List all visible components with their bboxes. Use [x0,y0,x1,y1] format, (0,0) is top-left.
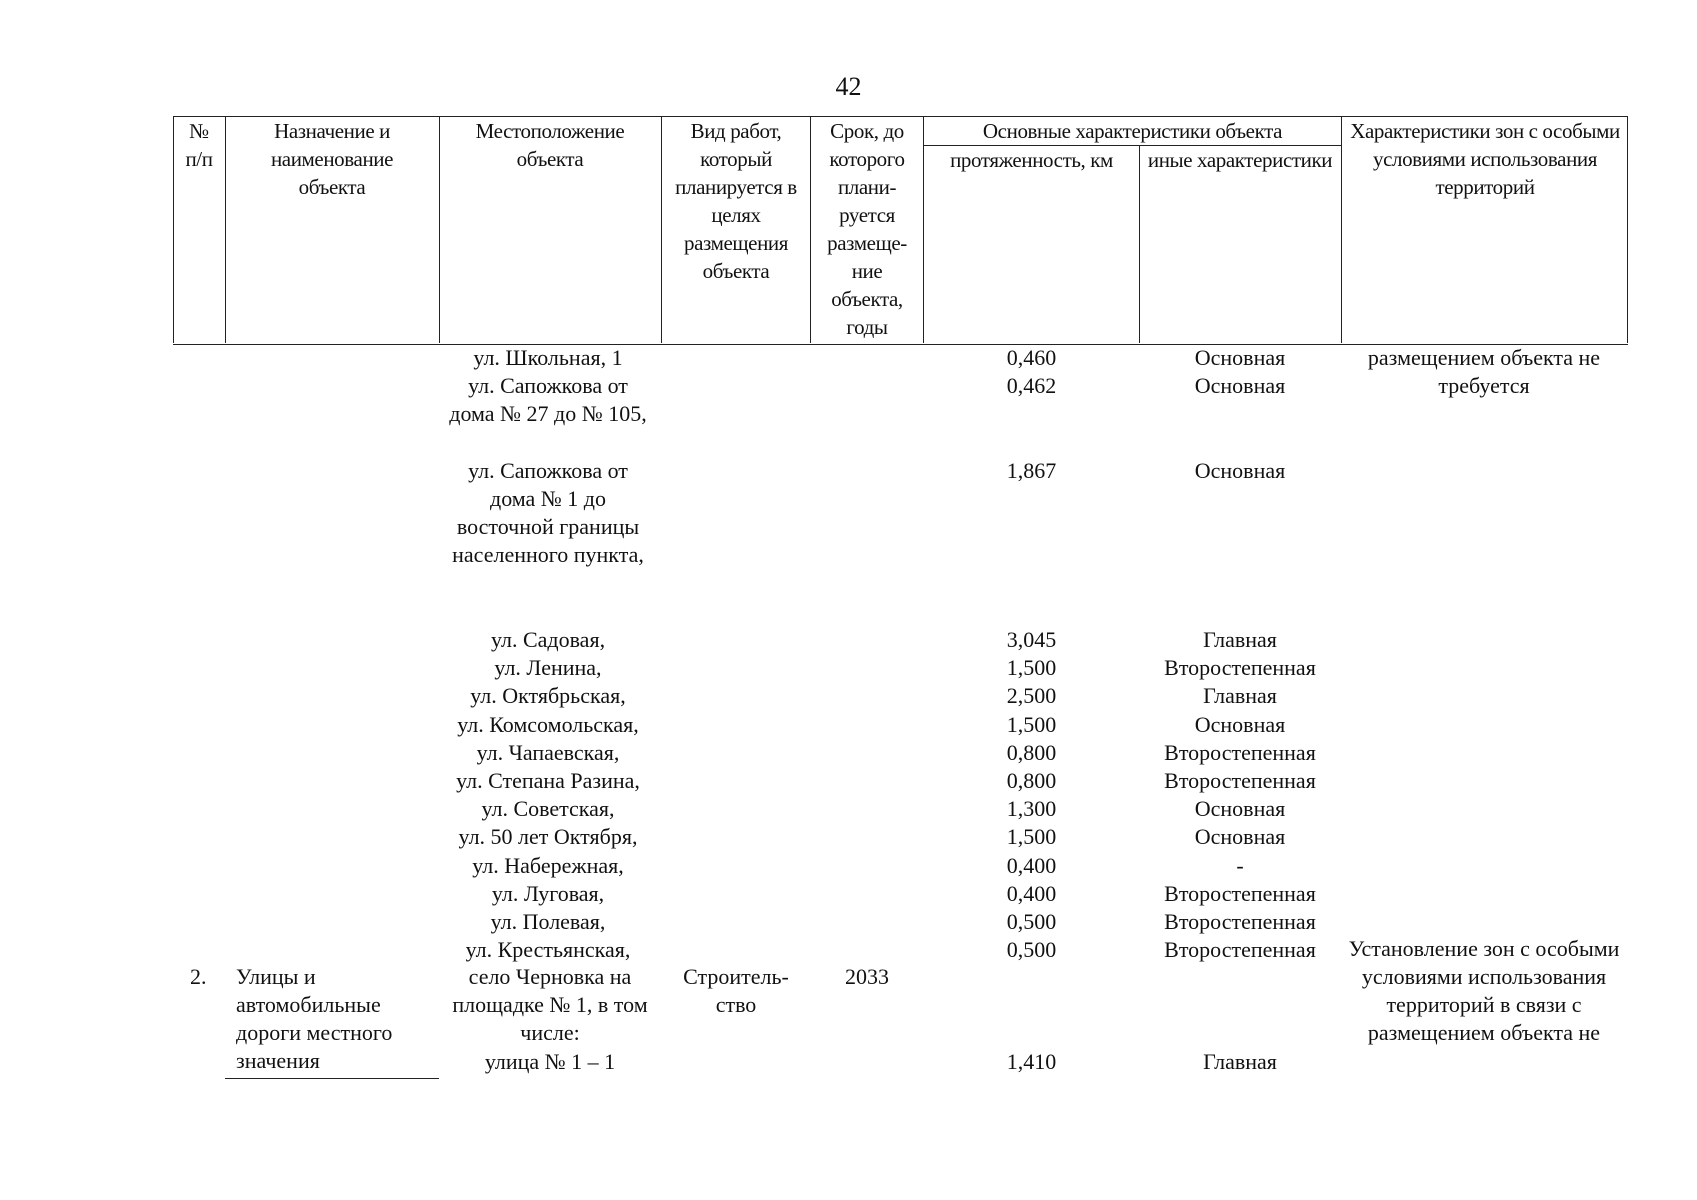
item2-sub-other: Главная [1203,1049,1277,1074]
row-length: 0,500 [1006,909,1057,934]
header-location: Местоположение объекта [475,119,625,171]
header-name: Назначение и наименование объекта [270,119,394,199]
row-length: 0,462 [1006,373,1057,399]
row-location: ул. Луговая, [491,880,605,906]
row-location: ул. Советская, [481,796,615,822]
row-length: 0,400 [1006,880,1057,906]
row-location: ул. Чапаевская, [476,739,620,765]
column-divider [1627,116,1628,343]
row-other: Основная [1194,373,1286,399]
row-other: Основная [1194,824,1286,850]
row-other: Второстепенная [1164,768,1316,793]
item2-number: 2. [190,964,207,989]
row-location: ул. Школьная, 1 [473,345,623,370]
row-location: ул. Октябрьская, [470,683,626,709]
row-other: Основная [1194,711,1286,737]
row-location: ул. Сапожкова от дома № 27 до № 105, [449,373,647,427]
row-location: ул. Садовая, [490,627,606,652]
header-term: Срок, до которого плани-руется размеще-ние объекта, годы [827,119,907,339]
column-divider [173,116,174,343]
item2-zones: Установление зон с особыми условиями использования территорий в связи с размещением объекта не [1348,936,1620,1045]
header-work: Вид работ, который планируется в целях размещения объекта [675,119,797,283]
row-length: 0,800 [1006,768,1057,793]
row-other: Главная [1203,683,1277,709]
row-other: Основная [1194,457,1286,483]
column-divider [810,116,811,343]
row-length: 0,460 [1006,345,1057,370]
row-other: Второстепенная [1164,739,1316,765]
row-other: Главная [1203,627,1277,652]
column-divider [661,116,662,343]
row-length: 0,400 [1006,852,1057,878]
item2-sub-length: 1,410 [1006,1049,1057,1074]
item2-work: Строитель-ство [683,964,789,1017]
row-other: Второстепенная [1164,909,1316,934]
row-length: 1,300 [1006,796,1057,822]
item2-sub-location: улица № 1 – 1 [484,1049,616,1074]
row-length: 1,500 [1006,824,1057,850]
row-location: ул. Набережная, [472,852,624,878]
row-other: - [1236,852,1244,878]
row-location: ул. Полевая, [490,909,606,934]
row-location: ул. Сапожкова от дома № 1 до восточной границы населенного пункта, [452,457,644,567]
item2-name-underline [225,1078,439,1079]
row-other: Второстепенная [1164,655,1316,681]
row-location: ул. Комсомольская, [457,711,639,737]
header-length: протяженность, км [950,148,1113,172]
column-divider [439,116,440,343]
column-divider [225,116,226,343]
header-main-characteristics: Основные характеристики объекта [982,119,1283,143]
item2-name: Улицы и автомобильные дороги местного значения [236,964,393,1073]
header-num: № п/п [185,119,213,171]
header-other: иные характеристики [1147,148,1333,172]
row-other: Второстепенная [1164,937,1316,963]
row-location: ул. Степана Разина, [456,768,640,793]
zones-top-text: размещением объекта не требуется [1367,345,1601,398]
column-divider [1139,145,1140,343]
row-location: ул. 50 лет Октября, [458,824,638,850]
row-length: 0,500 [1006,937,1057,963]
row-other: Основная [1194,345,1286,370]
row-location: ул. Крестьянская, [465,937,631,963]
page-number: 42 [835,72,862,101]
row-location: ул. Ленина, [494,655,602,681]
row-length: 1,500 [1006,655,1057,681]
row-other: Второстепенная [1164,880,1316,906]
header-zones: Характеристики зон с особыми условиями использования территорий [1350,119,1620,199]
row-length: 2,500 [1006,683,1057,709]
item2-term: 2033 [845,964,889,989]
column-divider [1341,116,1342,343]
row-length: 1,500 [1006,711,1057,737]
row-length: 0,800 [1006,739,1057,765]
row-length: 1,867 [1006,457,1057,483]
item2-location: село Черновка на площадке № 1, в том числе: [452,964,648,1045]
row-other: Основная [1194,796,1286,822]
row-length: 3,045 [1006,627,1057,652]
